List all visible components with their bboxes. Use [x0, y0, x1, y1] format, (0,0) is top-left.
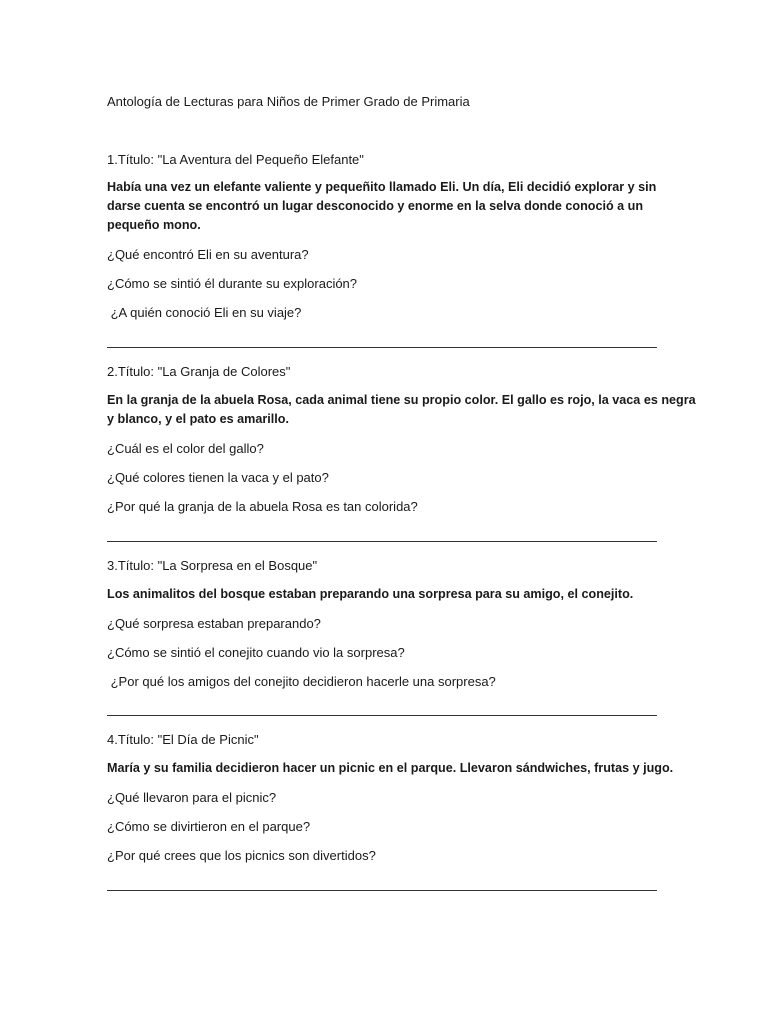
question: ¿Por qué la granja de la abuela Rosa es tan colorida? — [107, 499, 418, 514]
story-heading: 2.Título: "La Granja de Colores" — [107, 364, 291, 379]
answer-line — [107, 890, 657, 891]
question: ¿Cómo se sintió él durante su exploración? — [107, 276, 358, 291]
question: ¿Qué encontró Eli en su aventura? — [107, 247, 309, 262]
document-title: Antología de Lecturas para Niños de Primer Grado de Primaria — [107, 94, 470, 109]
question: ¿Cómo se sintió el conejito cuando vio la sorpresa? — [107, 645, 405, 660]
story-heading: 3.Título: "La Sorpresa en el Bosque" — [107, 558, 318, 573]
story-text-line: pequeño mono. — [107, 218, 201, 232]
story-heading: 1.Título: "La Aventura del Pequeño Elefante" — [107, 152, 364, 167]
story-text-line: Los animalitos del bosque estaban preparando una sorpresa para su amigo, el conejito. — [107, 587, 634, 601]
story-text-line: darse cuenta se encontró un lugar desconocido y enorme en la selva donde conoció a un — [107, 199, 644, 213]
question: ¿Cuál es el color del gallo? — [107, 441, 264, 456]
question: ¿Qué sorpresa estaban preparando? — [107, 616, 321, 631]
question: ¿Por qué crees que los picnics son divertidos? — [107, 848, 376, 863]
story-text-line: Había una vez un elefante valiente y pequeñito llamado Eli. Un día, Eli decidió explorar y sin — [107, 180, 657, 194]
story-heading: 4.Título: "El Día de Picnic" — [107, 732, 259, 747]
question: ¿Qué colores tienen la vaca y el pato? — [107, 470, 329, 485]
story-text-line: María y su familia decidieron hacer un picnic en el parque. Llevaron sándwiches, frutas y jugo. — [107, 761, 674, 775]
answer-line — [107, 541, 657, 542]
story-text-line: En la granja de la abuela Rosa, cada animal tiene su propio color. El gallo es rojo, la vaca es negra — [107, 393, 696, 407]
answer-line — [107, 347, 657, 348]
question: ¿Cómo se divirtieron en el parque? — [107, 819, 311, 834]
answer-line — [107, 715, 657, 716]
question: ¿A quién conoció Eli en su viaje? — [107, 305, 302, 320]
story-text-line: y blanco, y el pato es amarillo. — [107, 412, 289, 426]
question: ¿Por qué los amigos del conejito decidieron hacerle una sorpresa? — [107, 674, 496, 689]
question: ¿Qué llevaron para el picnic? — [107, 790, 277, 805]
